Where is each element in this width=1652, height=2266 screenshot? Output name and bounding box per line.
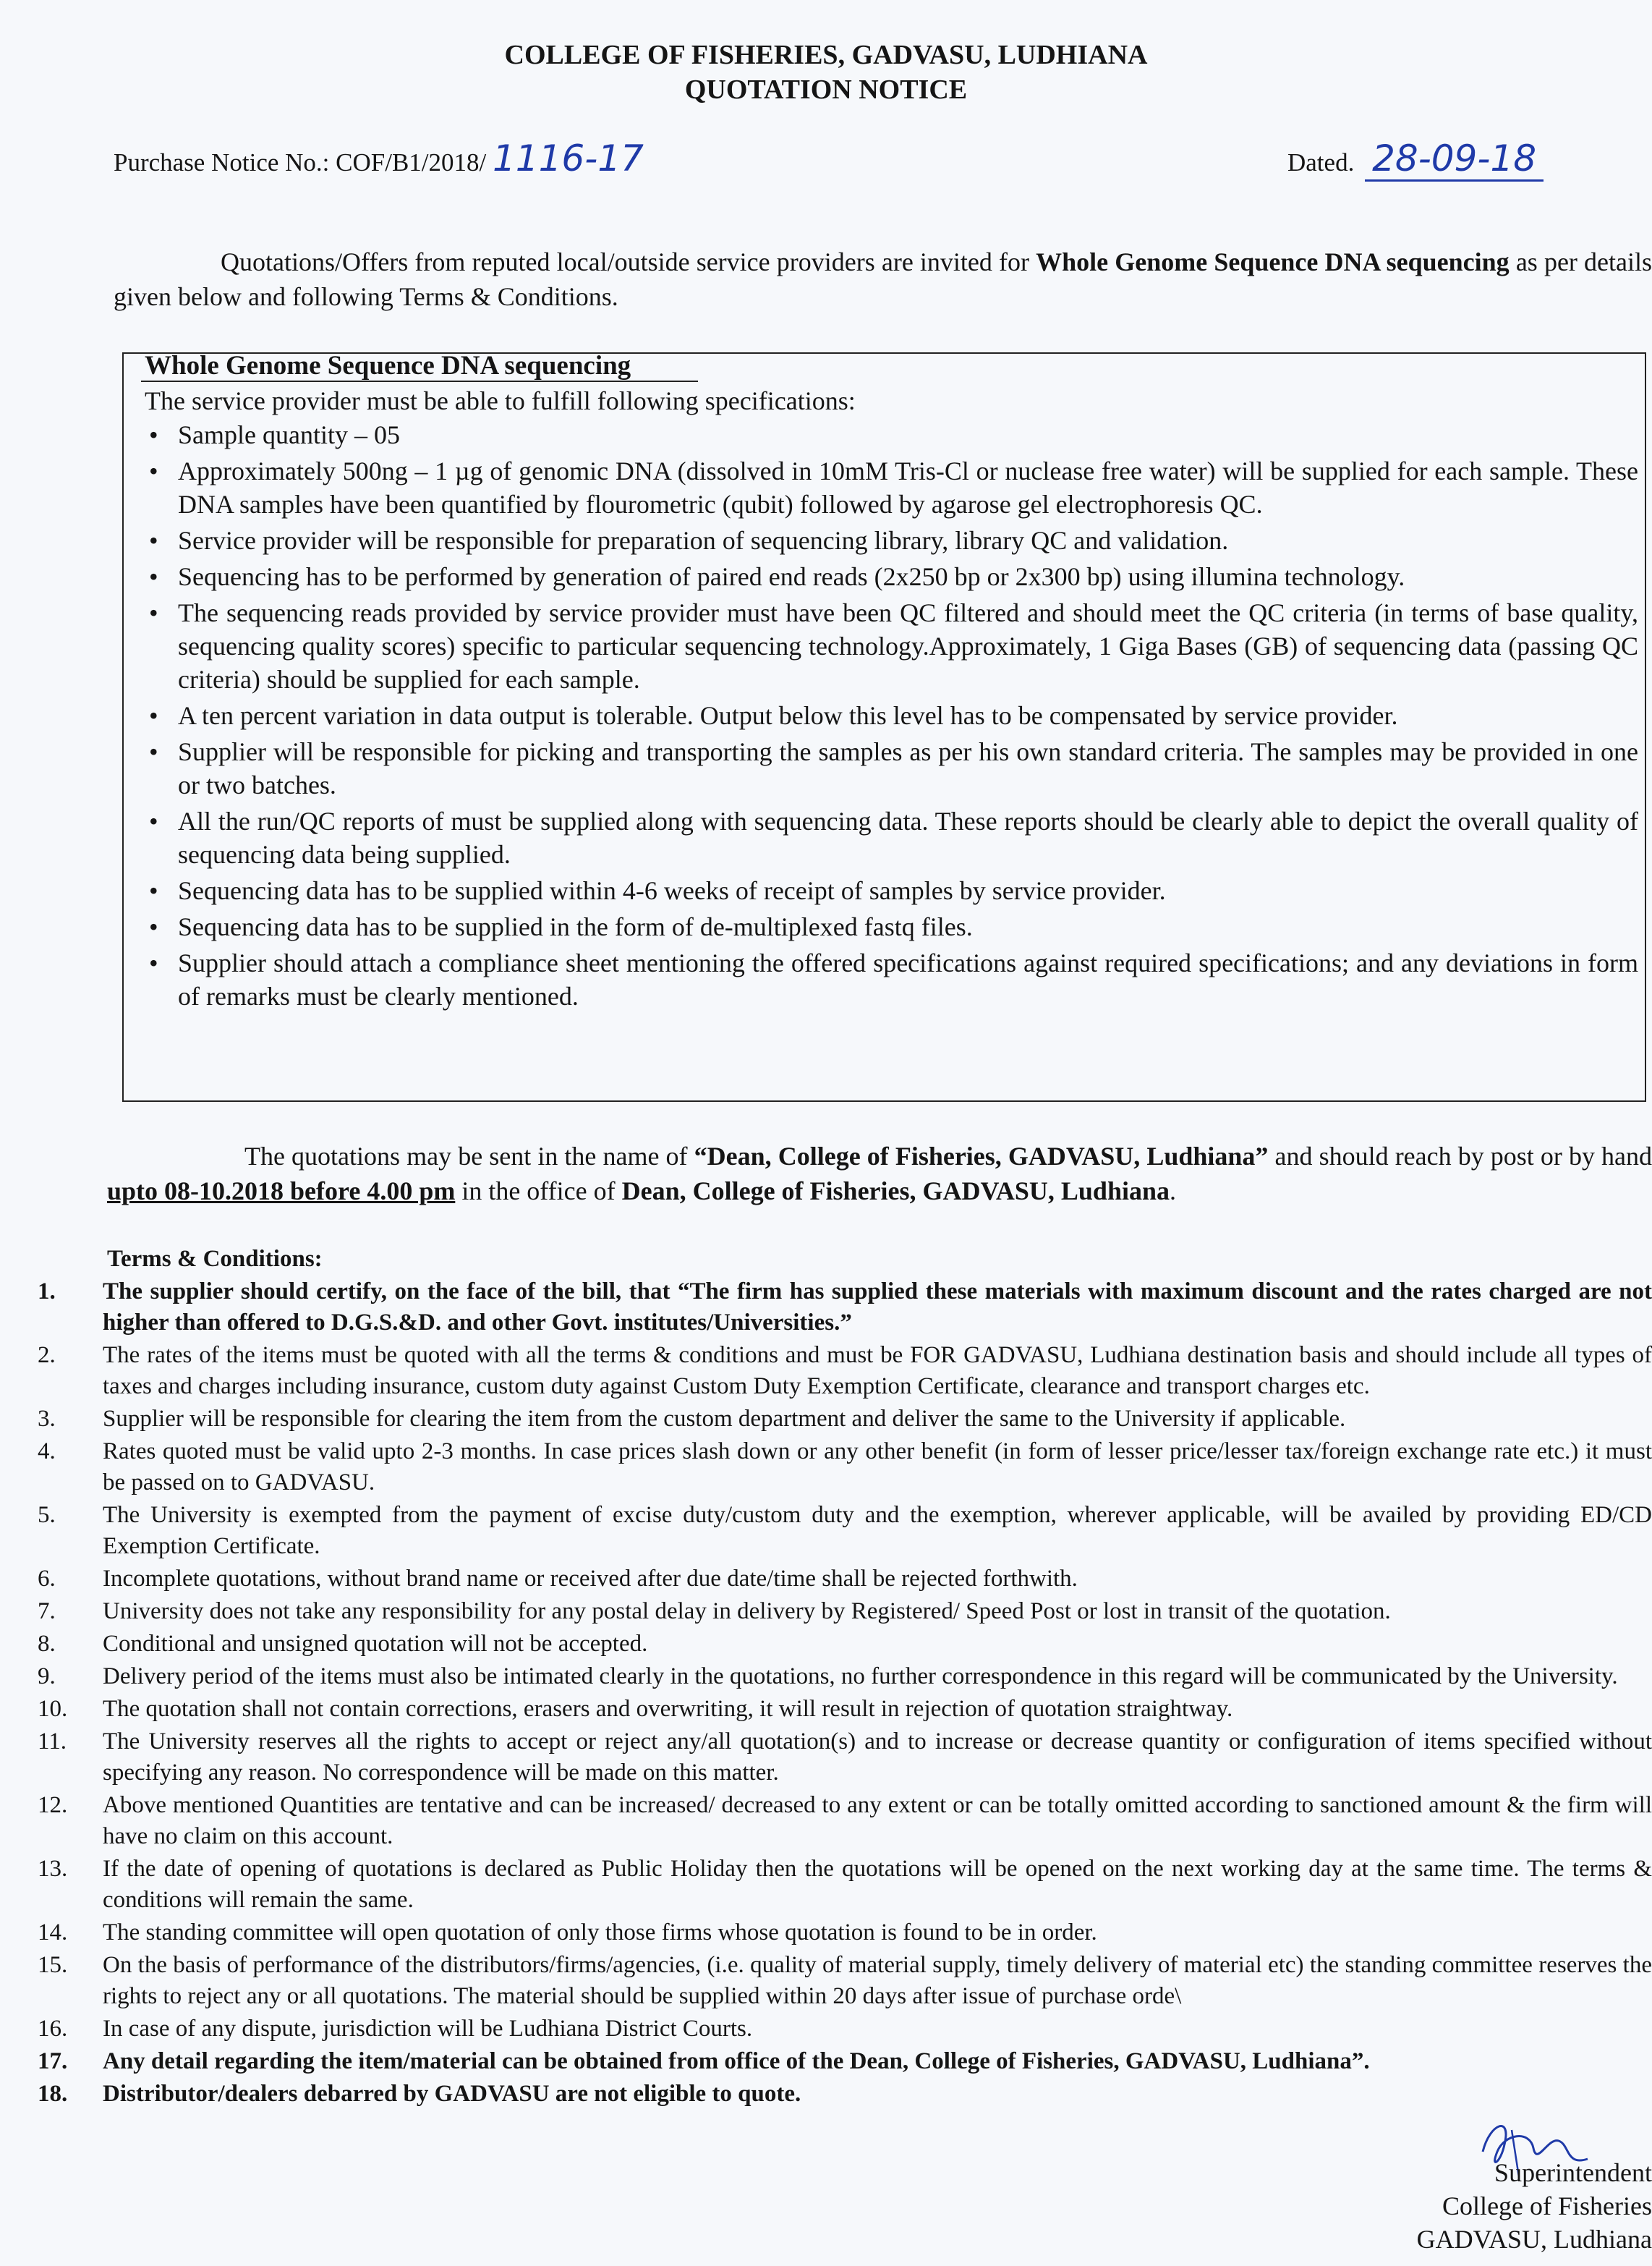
term-item: [29, 2079, 1652, 2110]
spec-item: • All the run/QC reports of must be supplied along with sequencing data. These reports should be clearly able to depict the overall quality of sequencing data being supplied.: [145, 805, 1638, 871]
specifications-title: Whole Genome Sequence DNA sequencing: [145, 351, 631, 381]
term-item: [29, 1276, 1652, 1338]
term-item: [29, 1790, 1652, 1852]
title-divider: [141, 381, 698, 382]
term-text: On the basis of performance of the distributors/firms/agencies, (i.e. quality of material supply, timely delivery of material etc) the standing committee reserves the rights to reject any or all quotations. The material should be supplied within 20 days after issue of purchase orde\: [103, 1952, 1652, 2009]
term-item: [29, 1854, 1652, 1916]
signatory-title: Superintendent: [1494, 2158, 1652, 2187]
term-item: [29, 1563, 1652, 1595]
term-text: Conditional and unsigned quotation will not be accepted.: [103, 1631, 648, 1657]
term-item: [29, 1436, 1652, 1498]
spec-item: • Supplier should attach a compliance sheet mentioning the offered specifications against required specifications; and any deviations in form of remarks must be clearly mentioned.: [145, 946, 1638, 1013]
term-item: [29, 1950, 1652, 2012]
term-text: Distributor/dealers debarred by GADVASU are not eligible to quote.: [103, 2081, 801, 2107]
term-item: [29, 1404, 1652, 1435]
term-item: [29, 1694, 1652, 1725]
term-text: Rates quoted must be valid upto 2-3 months. In case prices slash down or any other benefit (in form of lesser price/lesser tax/foreign exchange rate etc.) it must be passed on to GADVASU.: [103, 1438, 1652, 1495]
term-text: Any detail regarding the item/material can be obtained from office of the Dean, College of Fisheries, GADVASU, Ludhiana”.: [103, 2048, 1370, 2074]
handwritten-date: 28-09-18: [1365, 137, 1544, 182]
term-number: 17.: [38, 2048, 68, 2074]
term-item: [29, 1629, 1652, 1660]
term-number: 11.: [38, 1728, 67, 1754]
spec-item: • Sequencing has to be performed by generation of paired end reads (2x250 bp or 2x300 bp) using illumina technology.: [145, 560, 1638, 593]
term-text: Delivery period of the items must also be intimated clearly in the quotations, no further correspondence in this regard will be communicated by the University.: [103, 1663, 1618, 1689]
purchase-notice-label: Purchase Notice No.: COF/B1/2018/: [114, 148, 487, 177]
term-number: 7.: [38, 1598, 56, 1624]
term-number: 9.: [38, 1663, 56, 1689]
term-number: 5.: [38, 1502, 56, 1528]
submission-office: Dean, College of Fisheries, GADVASU, Ludhiana: [621, 1176, 1170, 1205]
spec-item: • A ten percent variation in data output is tolerable. Output below this level has to be compensated by service provider.: [145, 699, 1638, 732]
specifications-list: [145, 418, 1638, 1016]
dated-label: Dated.: [1287, 148, 1355, 177]
purchase-notice-number: [114, 137, 644, 179]
notice-heading: QUOTATION NOTICE: [684, 75, 968, 105]
term-item: [29, 2013, 1652, 2045]
term-number: 15.: [38, 1952, 68, 1978]
term-text: Above mentioned Quantities are tentative and can be increased/ decreased to any extent or can be totally omitted according to sanctioned amount & the firm will have no claim on this account.: [103, 1792, 1652, 1849]
term-number: 3.: [38, 1406, 56, 1432]
term-text: The quotation shall not contain corrections, erasers and overwriting, it will result in rejection of quotation straightway.: [103, 1696, 1233, 1722]
term-number: 8.: [38, 1631, 56, 1657]
term-text: The supplier should certify, on the face of the bill, that “The firm has supplied these materials with maximum discount and the rates charged are not higher than offered to D.G.S.&D. and other Govt. institutes/Universities.”: [103, 1278, 1652, 1336]
spec-item: • Supplier will be responsible for picking and transporting the samples as per his own standard criteria. The samples may be provided in one or two batches.: [145, 735, 1638, 802]
submission-paragraph: The quotations may be sent in the name of “Dean, College of Fisheries, GADVASU, Ludhiana” and should reach by post or by hand upto 08-10.2018 before 4.00 pm in the office of Dean, College of Fisheries, GADVASU, Ludhiana.: [107, 1142, 1652, 1205]
terms-list: [29, 1276, 1652, 2111]
submission-deadline: upto 08-10.2018 before 4.00 pm: [107, 1176, 456, 1205]
spec-item: • Approximately 500ng – 1 µg of genomic DNA (dissolved in 10mM Tris-Cl or nuclease free water) will be supplied for each sample. These DNA samples have been quantified by flourometric (qubit) followed by agarose gel electrophoresis QC.: [145, 454, 1638, 521]
term-number: 14.: [38, 1919, 68, 1945]
term-text: The standing committee will open quotation of only those firms whose quotation is found to be in order.: [103, 1919, 1097, 1945]
term-number: 2.: [38, 1342, 56, 1368]
term-number: 4.: [38, 1438, 56, 1464]
term-text: Supplier will be responsible for clearing the item from the custom department and deliver the same to the University if applicable.: [103, 1406, 1346, 1432]
term-text: The University reserves all the rights to accept or reject any/all quotation(s) and to increase or decrease quantity or configuration of items specified without specifying any reason. No correspondence will be made on this matter.: [103, 1728, 1652, 1786]
term-text: The rates of the items must be quoted with all the terms & conditions and must be FOR GADVASU, Ludhiana destination basis and should include all types of taxes and charges including insurance, custom duty against Custom Duty Exemption Certificate, clearance and transport charges etc.: [103, 1342, 1652, 1399]
intro-subject: Whole Genome Sequence DNA sequencing: [1036, 247, 1510, 276]
signatory-university: GADVASU, Ludhiana: [1416, 2225, 1652, 2254]
term-text: The University is exempted from the payment of excise duty/custom duty and the exemption, wherever applicable, will be availed by providing ED/CD Exemption Certificate.: [103, 1502, 1652, 1559]
term-item: [29, 1726, 1652, 1788]
spec-item: • The sequencing reads provided by service provider must have been QC filtered and should meet the QC criteria (in terms of base quality, sequencing quality scores) specific to particular sequencing technology.Approximately, 1 Giga Bases (GB) of sequencing data (passing QC criteria) should be supplied for each sample.: [145, 596, 1638, 696]
terms-title: Terms & Conditions:: [107, 1246, 323, 1272]
signature-block: [1363, 2156, 1652, 2256]
term-text: Incomplete quotations, without brand name or received after due date/time shall be rejected forthwith.: [103, 1566, 1078, 1592]
term-number: 13.: [38, 1856, 68, 1882]
term-number: 1.: [38, 1278, 56, 1304]
term-number: 10.: [38, 1696, 68, 1722]
term-item: [29, 1661, 1652, 1692]
spec-item: • Sample quantity – 05: [145, 418, 1638, 451]
intro-paragraph: Quotations/Offers from reputed local/outside service providers are invited for Whole Genome Sequence DNA sequencing as per details given below and following Terms & Conditions.: [114, 247, 1652, 311]
specifications-lead: The service provider must be able to fulfill following specifications:: [145, 386, 856, 415]
spec-item: • Service provider will be responsible for preparation of sequencing library, library QC and validation.: [145, 524, 1638, 557]
term-number: 12.: [38, 1792, 68, 1818]
term-number: 16.: [38, 2016, 68, 2042]
addressee: “Dean, College of Fisheries, GADVASU, Ludhiana”: [694, 1142, 1269, 1171]
term-text: If the date of opening of quotations is declared as Public Holiday then the quotations will be opened on the next working day at the same time. The terms & conditions will remain the same.: [103, 1856, 1652, 1913]
handwritten-notice-number: 1116-17: [493, 137, 644, 179]
college-heading: COLLEGE OF FISHERIES, GADVASU, LUDHIANA: [504, 40, 1148, 70]
notice-date: [1287, 137, 1544, 182]
term-item: [29, 2046, 1652, 2077]
term-number: 18.: [38, 2081, 68, 2107]
term-item: [29, 1917, 1652, 1948]
term-item: [29, 1500, 1652, 1562]
spec-item: • Sequencing data has to be supplied within 4-6 weeks of receipt of samples by service provider.: [145, 874, 1638, 907]
term-number: 6.: [38, 1566, 56, 1592]
term-item: [29, 1596, 1652, 1627]
term-text: In case of any dispute, jurisdiction will be Ludhiana District Courts.: [103, 2016, 753, 2042]
term-item: [29, 1340, 1652, 1402]
spec-item: • Sequencing data has to be supplied in the form of de-multiplexed fastq files.: [145, 910, 1638, 943]
signatory-college: College of Fisheries: [1442, 2191, 1652, 2220]
term-text: University does not take any responsibility for any postal delay in delivery by Registered/ Speed Post or lost in transit of the quotation.: [103, 1598, 1391, 1624]
